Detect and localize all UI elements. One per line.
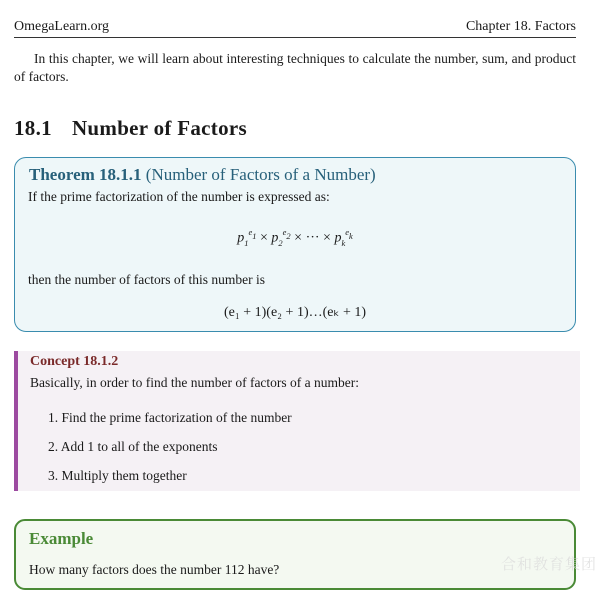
section-heading	[14, 116, 247, 141]
theorem-subtitle: (Number of Factors of a Number)	[145, 165, 376, 184]
theorem-text-2: then the number of factors of this number is	[28, 272, 265, 287]
concept-title: Concept 18.1.2	[30, 354, 119, 369]
factor-count-formula: (e₁ + 1)(e₂ + 1)…(eₖ + 1)	[223, 305, 367, 320]
theorem-text-1: If the prime factorization of the number is expressed as:	[28, 189, 330, 204]
theorem-box	[14, 157, 576, 332]
concept-box	[14, 351, 580, 491]
page-header	[14, 19, 576, 38]
chapter-title: Chapter 18. Factors	[465, 19, 576, 34]
watermark: 合和教育集团	[500, 555, 597, 573]
intro-paragraph: In this chapter, we will learn about interesting techniques to calculate the number, sum, and product of factors.	[14, 51, 576, 84]
concept-step: 3. Multiply them together	[48, 468, 187, 483]
site-name: OmegaLearn.org	[14, 19, 109, 34]
section-title: Number of Factors	[71, 116, 247, 140]
concept-step: 2. Add 1 to all of the exponents	[48, 439, 218, 454]
example-question: How many factors does the number 112 have?	[29, 562, 280, 577]
theorem-label: Theorem 18.1.1	[29, 165, 142, 184]
section-number: 18.1	[14, 116, 52, 140]
prime-factorization-formula: $p_1^{e_1} \times p_2^{e_2}$ × ··· × $p_k^{e_k}$	[237, 227, 353, 249]
concept-description: Basically, in order to find the number of factors of a number:	[30, 375, 360, 390]
example-box	[14, 519, 576, 590]
theorem-title	[29, 165, 376, 185]
concept-step: 1. Find the prime factorization of the number	[48, 410, 292, 425]
example-title: Example	[29, 529, 94, 548]
